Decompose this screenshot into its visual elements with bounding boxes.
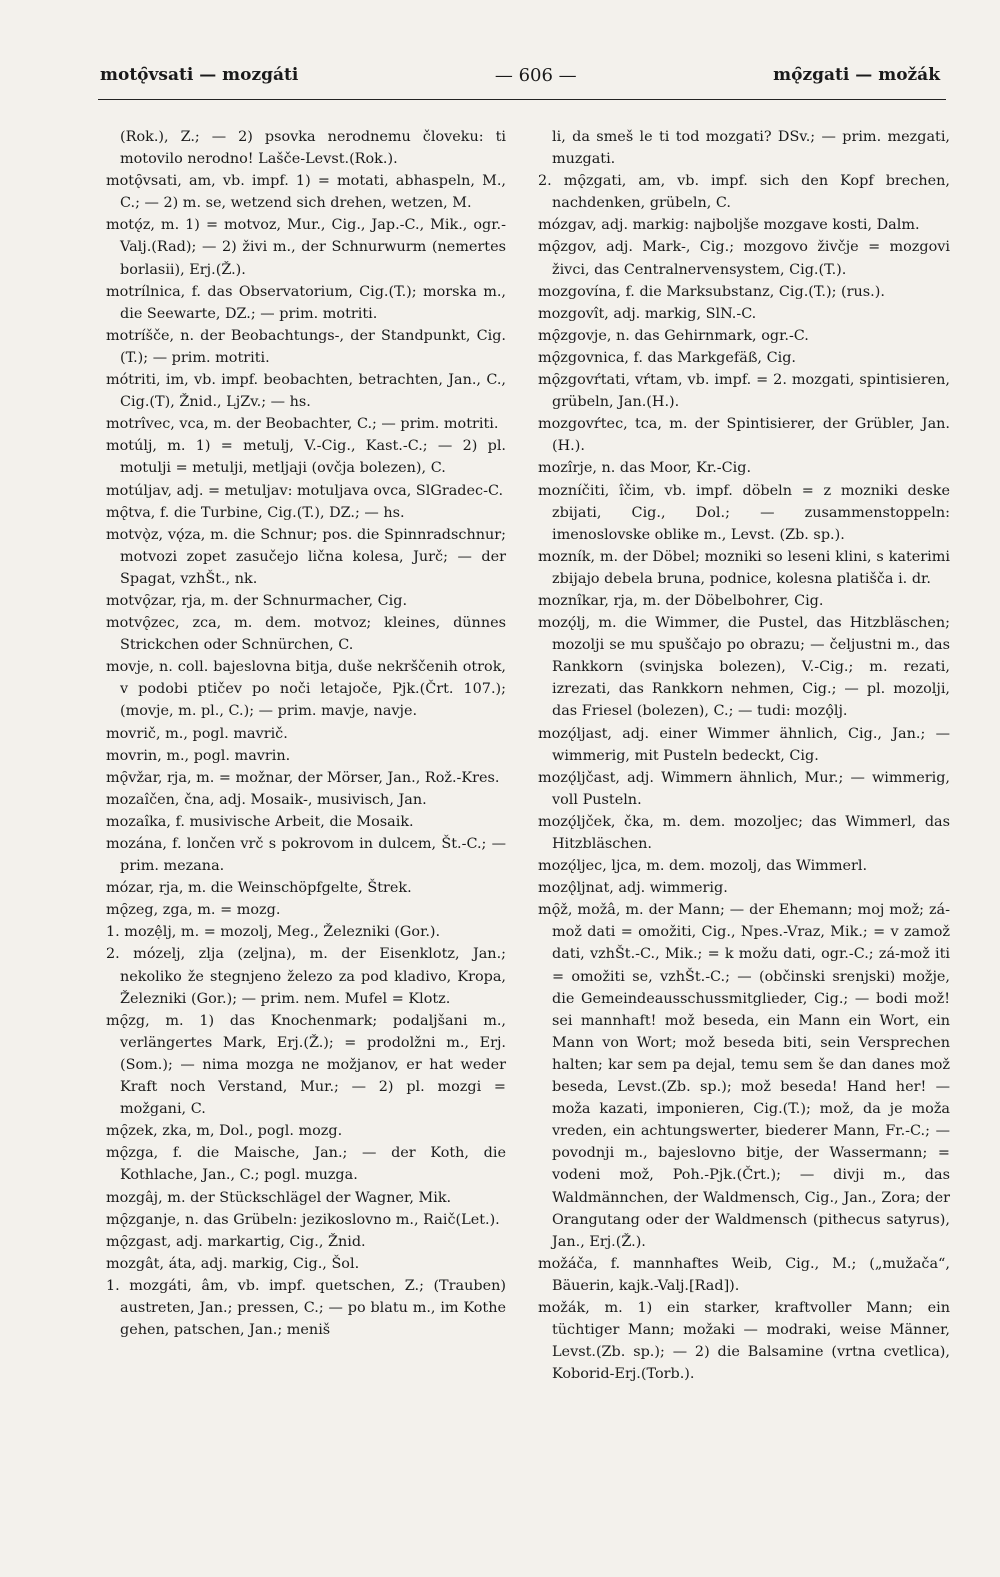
dictionary-entry: mǫ̑zg, m. 1) das Knochenmark; podaljšani m., verlängertes Mark, Erj.(Ž.); = prodolžni m., Erj.(Som.); — nima mozga ne možjanov, er hat weder Kraft noch Verstand, Mur.; — 2) pl. mozgi = možgani, C. <box>106 1012 506 1118</box>
dictionary-entry: mozgovît, adj. markig, SlN.-C. <box>538 305 757 322</box>
dictionary-entry: motǫ́z, m. 1) = motvoz, Mur., Cig., Jap.-C., Mik., ogr.-Valj.(Rad); — 2) živi m., der Schnurwurm (nemertes borlasii), Erj.(Ž.). <box>106 217 506 278</box>
dictionary-entry: možák, m. 1) ein starker, kraftvoller Mann; ein tüchtiger Mann; možaki — modraki, weise Männer, Levst.(Zb. sp.); — 2) die Balsamine (vrtna cvetlica), Koborid-Erj.(Torb.). <box>538 1299 950 1383</box>
dictionary-entry: motvǫ̑zec, zca, m. dem. motvoz; kleines, dünnes Strickchen oder Schnürchen, C. <box>106 615 506 654</box>
dictionary-entry: mǫ̑ž, možâ, m. der Mann; — der Ehemann; moj mož; zá-mož dati = omožiti, Cig., Npes.-Vraz, Mik.; = v zamož dati, vzhŠt.-C., Mik.; = k možu dati, ogr.-C.; zá-mož iti = omožiti se, vzhŠt.-C.; — (občinski srenjski) možje, die Gemeindeausschussmitglieder, Cig.; — bodi mož! sei mannhaft! mož beseda, ein Mann ein Wort, ein Mann von Wort; mož beseda biti, sein Versprechen halten; kar sem pa dejal, temu sem še dan danes mož beseda, Levst.(Zb. sp.); mož beseda! Hand her! — moža kazati, imponieren, Cig.(T.); mož, da je moža vreden, ein achtungswerter, biederer Mann, Fr.-C.; — povodnji m., bajeslovno bitje, der Wassermann; = vodeni mož, Poh.-Pjk.(Črt.); — divji m., das Waldmännchen, der Waldmensch, Cig., Jan., Zora; der Orangutang oder der Waldmensch (pithecus satyrus), Jan., Erj.(Ž.). <box>538 902 950 1250</box>
dictionary-entry: mǫ̑zgov, adj. Mark-, Cig.; mozgovo živčje = mozgovi živci, das Centralnervensystem, Cig.(T.). <box>538 239 950 278</box>
dictionary-entry: motríšče, n. der Beobachtungs-, der Standpunkt, Cig.(T.); — prim. motriti. <box>106 327 506 366</box>
dictionary-entry: mozaîka, f. musivische Arbeit, die Mosaik. <box>106 813 414 830</box>
dictionary-entry: 2. mǫ̑zgati, am, vb. impf. sich den Kopf brechen, nachdenken, grübeln, C. <box>538 173 950 212</box>
dictionary-entry: mǫ̑vžar, rja, m. = možnar, der Mörser, Jan., Rož.-Kres. <box>106 769 500 786</box>
header-rule <box>98 99 946 100</box>
dictionary-entry: movje, n. coll. bajeslovna bitja, duše nekrščenih otrok, v podobi ptičev po noči letajoče, Pjk.(Črt. 107.); (movje, m. pl., C.); — prim. mavje, navje. <box>106 659 506 720</box>
dictionary-entry: motúljav, adj. = metuljav: motuljava ovca, SlGradec-C. <box>106 482 504 499</box>
dictionary-entry: 1. mozệlj, m. = mozolj, Meg., Železniki (Gor.). <box>106 924 441 941</box>
dictionary-entry: motrílnica, f. das Observatorium, Cig.(T.); morska m., die Seewarte, DZ.; — prim. motriti. <box>106 283 506 322</box>
dictionary-entry: (Rok.), Z.; — 2) psovka nerodnemu človeku: ti motovilo nerodno! Lašče-Levst.(Rok.). <box>120 129 506 168</box>
left-column <box>106 126 506 1341</box>
dictionary-entry: mǫ̑zgovŕtati, vŕtam, vb. impf. = 2. mozgati, spintisieren, grübeln, Jan.(H.). <box>538 372 950 411</box>
dictionary-entry: movrin, m., pogl. mavrin. <box>106 747 291 764</box>
dictionary-entry: 2. mózelj, zlja (zeljna), m. der Eisenklotz, Jan.; nekoliko že stegnjeno železo za pod kladivo, Kropa, Železniki (Gor.); — prim. nem. Mufel = Klotz. <box>106 946 506 1007</box>
dictionary-entry: motvǫ̑zar, rja, m. der Schnurmacher, Cig. <box>106 592 408 609</box>
dictionary-entry: mǫ̑zgovnica, f. das Markgefäß, Cig. <box>538 349 796 366</box>
dictionary-entry: mǫ̑zga, f. die Maische, Jan.; — der Koth, die Kothlache, Jan., C.; pogl. muzga. <box>106 1145 506 1184</box>
dictionary-entry: mozǫ́ljast, adj. einer Wimmer ähnlich, Cig., Jan.; — wimmerig, mit Pusteln bedeckt, Cig. <box>538 725 950 764</box>
dictionary-entry: mǫ̑tva, f. die Turbine, Cig.(T.), DZ.; — hs. <box>106 504 405 521</box>
dictionary-entry: mozgovŕtec, tca, m. der Spintisierer, der Grübler, Jan.(H.). <box>538 416 950 455</box>
dictionary-entry: mozǫ́lj, m. die Wimmer, die Pustel, das Hitzbläschen; mozolji se mu spuščajo po obrazu; — čeljustni m., das Rankkorn (svinjska bolezen), V.-Cig.; m. rezati, izrezati, das Rankkorn nehmen, Cig.; — pl. mozolji, das Friesel (bolezen), C.; — tudi: mozǫ̂lj. <box>538 615 950 720</box>
dictionary-entry: mozána, f. lončen vrč s pokrovom in dulcem, Št.-C.; — prim. mezana. <box>106 836 506 875</box>
dictionary-entry: mozgât, áta, adj. markig, Cig., Šol. <box>106 1255 360 1272</box>
dictionary-entry: mótriti, im, vb. impf. beobachten, betrachten, Jan., C., Cig.(T), Žnid., LjZv.; — hs. <box>106 372 506 411</box>
dictionary-entry: mozǫ́ljček, čka, m. dem. mozoljec; das Wimmerl, das Hitzbläschen. <box>538 813 950 852</box>
dictionary-entry: mozǫ̂ljnat, adj. wimmerig. <box>538 880 728 897</box>
dictionary-entry: mozîrje, n. das Moor, Kr.-Cig. <box>538 460 752 477</box>
running-header <box>100 60 940 90</box>
header-right-guideword: mǫ̑zgati — možák <box>773 65 940 85</box>
dictionary-entry: motúlj, m. 1) = metulj, V.-Cig., Kast.-C.; — 2) pl. motulji = metulji, metljaji (ovčja bolezen), C. <box>106 438 506 477</box>
dictionary-entry: mózgav, adj. markig: najboljše mozgave kosti, Dalm. <box>538 217 920 234</box>
page-number: — 606 — <box>494 64 577 86</box>
header-left-guideword: motǫ̑vsati — mozgáti <box>100 65 299 85</box>
right-column <box>538 126 950 1385</box>
dictionary-entry: mǫ̑zgovje, n. das Gehirnmark, ogr.-C. <box>538 327 809 344</box>
dictionary-entry: mozaîčen, čna, adj. Mosaik-, musivisch, Jan. <box>106 791 427 808</box>
dictionary-entry: mǫ̑zgast, adj. markartig, Cig., Žnid. <box>106 1233 366 1250</box>
dictionary-entry: mózar, rja, m. die Weinschöpfgelte, Štrek. <box>106 880 412 897</box>
dictionary-entry: moznîkar, rja, m. der Döbelbohrer, Cig. <box>538 592 824 609</box>
dictionary-entry: movrič, m., pogl. mavrič. <box>106 725 288 742</box>
dictionary-entry: mozǫ́ljec, ljca, m. dem. mozolj, das Wimmerl. <box>538 858 868 875</box>
dictionary-entry: mǫ̑zeg, zga, m. = mozg. <box>106 902 281 919</box>
dictionary-entry: motrîvec, vca, m. der Beobachter, C.; — prim. motriti. <box>106 416 499 433</box>
dictionary-entry: motǫ̑vsati, am, vb. impf. 1) = motati, abhaspeln, M., C.; — 2) m. se, wetzend sich drehen, wetzen, M. <box>106 173 506 212</box>
dictionary-entry: motvǫ̀z, vǫ́za, m. die Schnur; pos. die Spinnradschnur; motvozi zopet zasučejo lična kolesa, Jurč; — der Spagat, vzhŠt., nk. <box>106 526 506 587</box>
dictionary-entry: li, da smeš le ti tod mozgati? DSv.; — prim. mezgati, muzgati. <box>552 129 950 168</box>
dictionary-entry: 1. mozgáti, âm, vb. impf. quetschen, Z.; (Trauben) austreten, Jan.; pressen, C.; — po blatu m., im Kothe gehen, patschen, Jan.; meniš <box>106 1277 506 1339</box>
dictionary-entry: možáča, f. mannhaftes Weib, Cig., M.; („mužača“, Bäuerin, kajk.-Valj.[Rad]). <box>538 1255 950 1294</box>
dictionary-entry: mozníčiti, îčim, vb. impf. döbeln = z mozniki deske zbijati, Cig., Dol.; — zusammenstoppeln: imenoslovske oblike m., Levst. (Zb. sp.). <box>538 482 950 543</box>
dictionary-entry: mozǫ́ljčast, adj. Wimmern ähnlich, Mur.; — wimmerig, voll Pusteln. <box>538 769 950 808</box>
dictionary-entry: mǫ̑zek, zka, m, Dol., pogl. mozg. <box>106 1123 343 1140</box>
dictionary-entry: mozgâj, m. der Stückschlägel der Wagner, Mik. <box>106 1189 452 1206</box>
dictionary-entry: mozník, m. der Döbel; mozniki so leseni klini, s katerimi zbijajo debela bruna, podnice, kolesna platišča i. dr. <box>538 548 950 587</box>
dictionary-entry: mozgovína, f. die Marksubstanz, Cig.(T.); (rus.). <box>538 283 885 300</box>
dictionary-entry: mǫ̑zganje, n. das Grübeln: jezikoslovno m., Raič(Let.). <box>106 1211 500 1228</box>
